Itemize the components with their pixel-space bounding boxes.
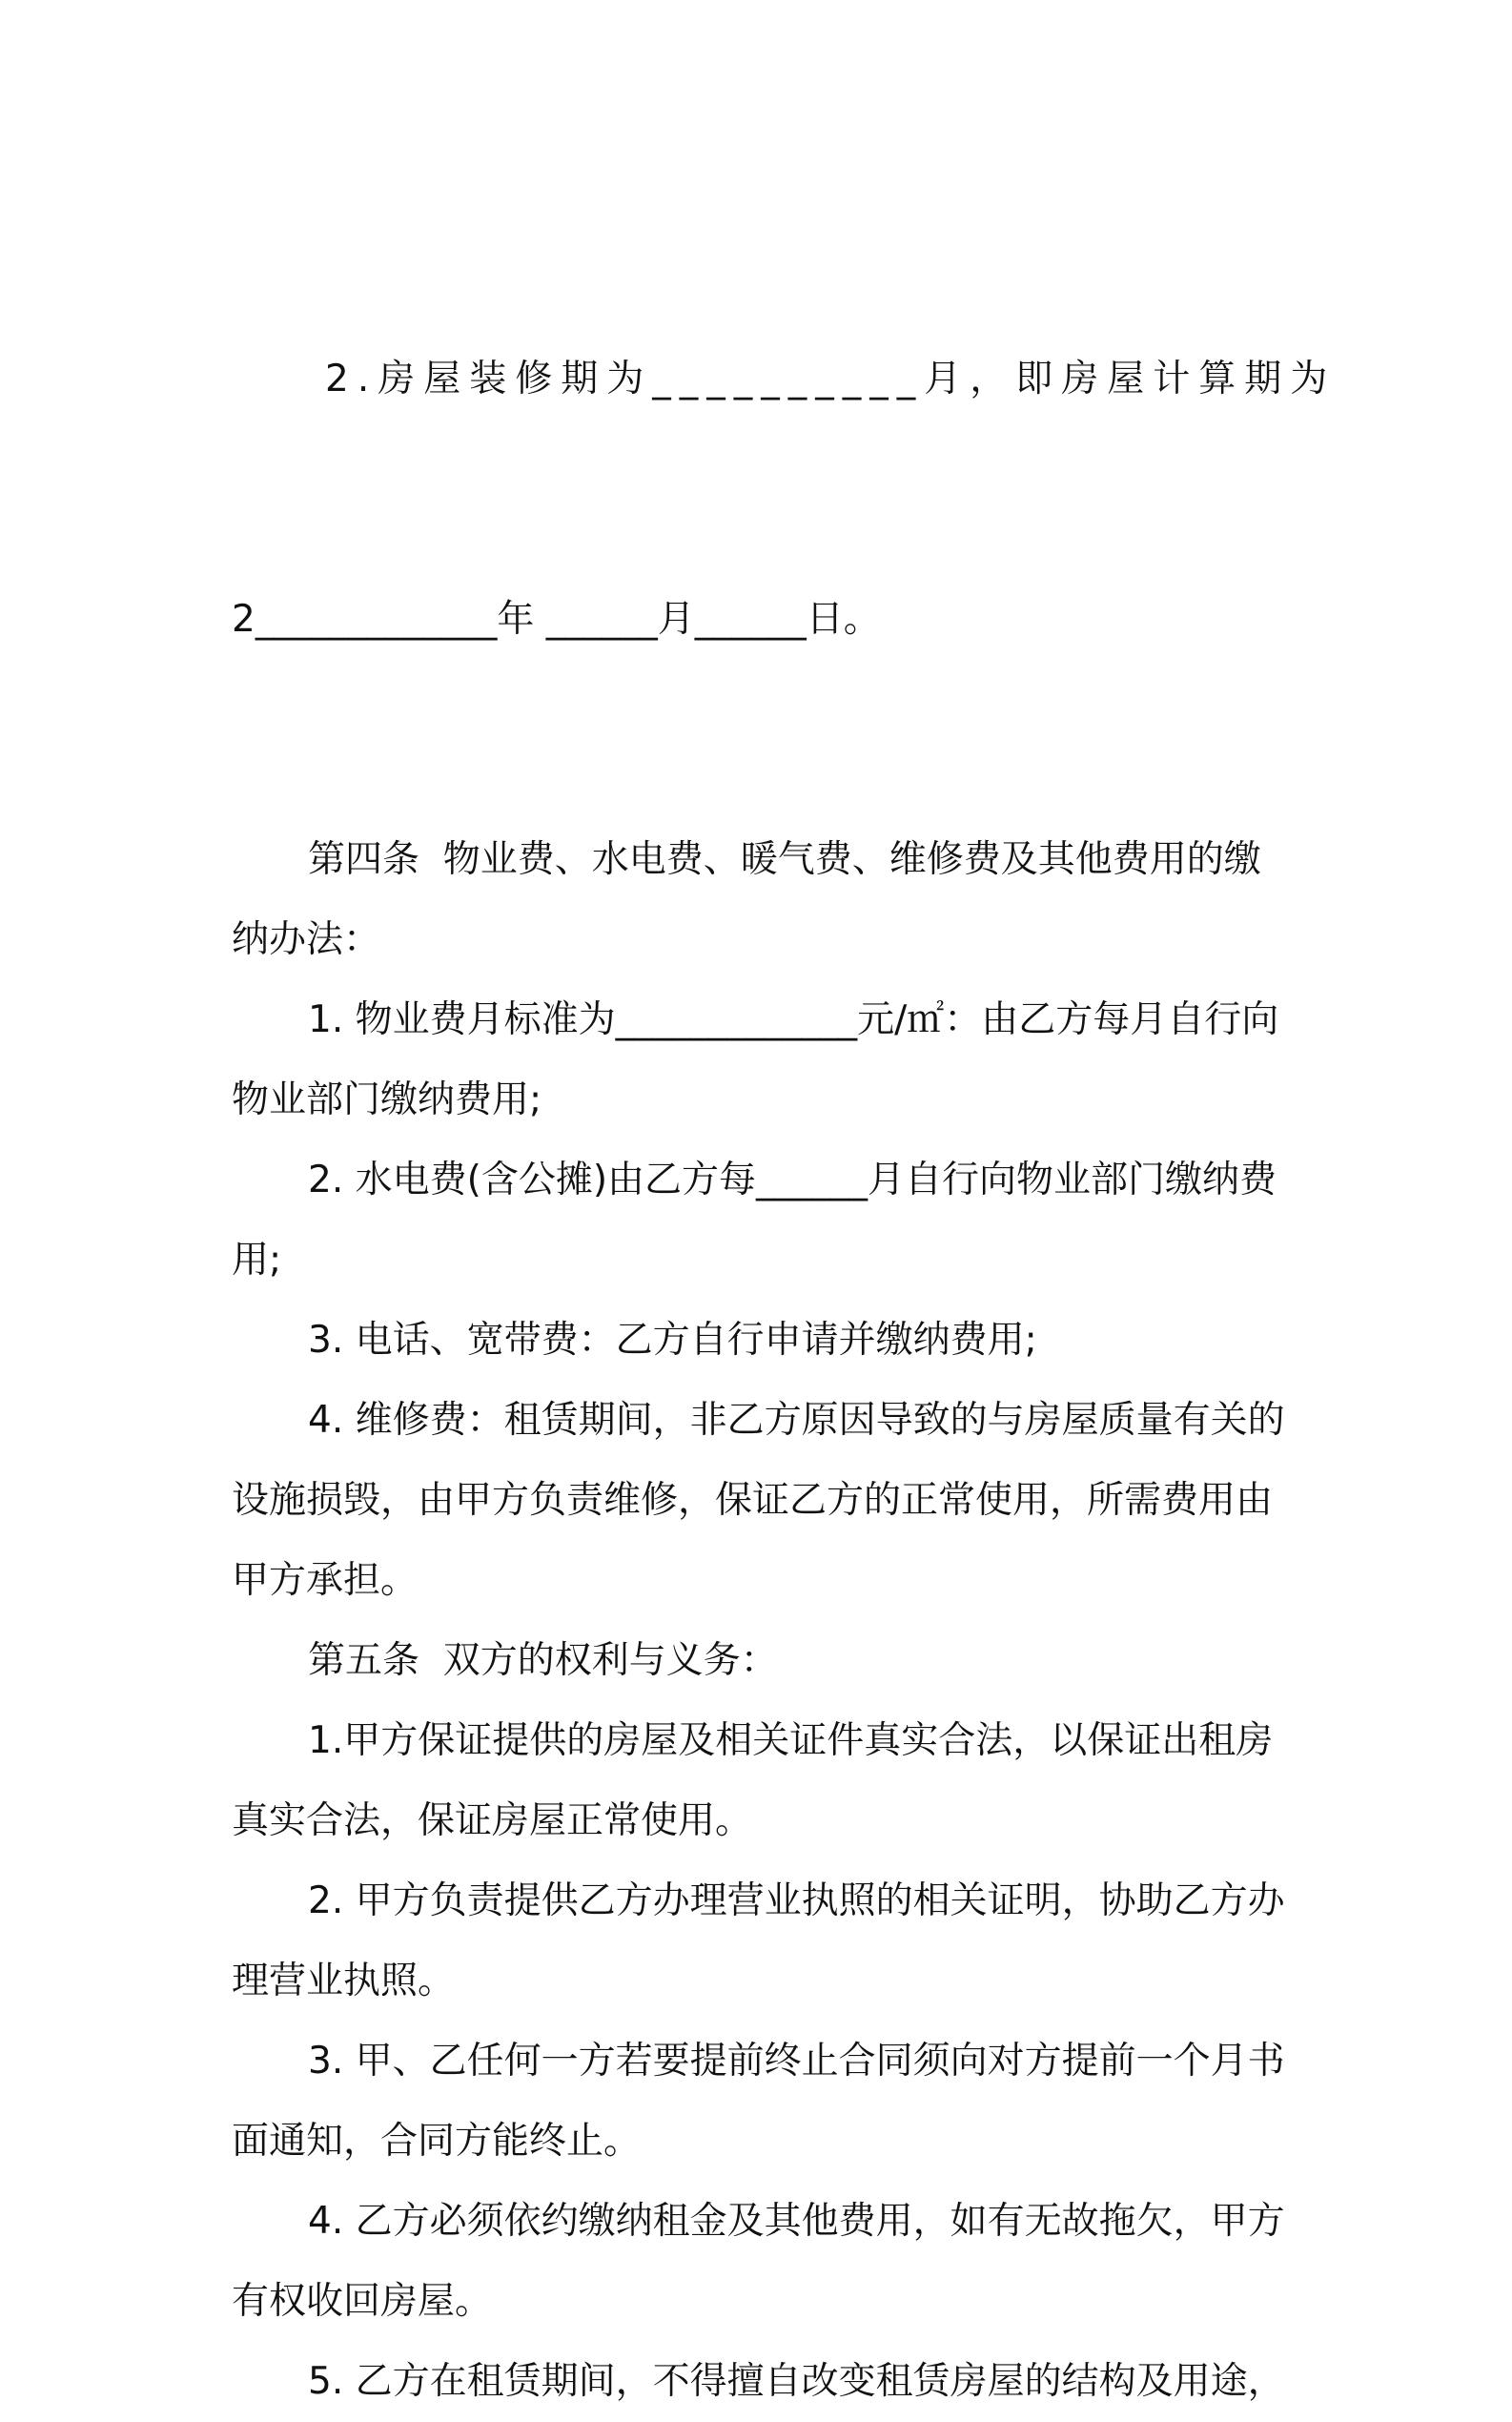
renovation-period-line-2: 2_____________年 ______月______日。 xyxy=(232,598,881,641)
maintenance-fee-clause: 4. 维修费：租赁期间，非乙方原因导致的与房屋质量有关的设施损毁，由甲方负责维修，保证乙方的正常使用，所需费用由甲方承担。 xyxy=(232,1399,1285,1602)
property-fee-clause: 1. 物业费月标准为_____________元/㎡：由乙方每月自行向物业部门缴纳费用; xyxy=(232,998,1279,1121)
business-license-clause: 2. 甲方负责提供乙方办理营业执照的相关证明，协助乙方办理营业执照。 xyxy=(232,1879,1285,2002)
early-termination-clause: 3. 甲、乙任何一方若要提前终止合同须向对方提前一个月书面通知，合同方能终止。 xyxy=(232,2040,1285,2163)
phone-broadband-clause: 3. 电话、宽带费：乙方自行申请并缴纳费用; xyxy=(308,1319,1037,1362)
rent-payment-clause: 4. 乙方必须依约缴纳租金及其他费用，如有无故拖欠，甲方有权收回房屋。 xyxy=(232,2200,1285,2323)
contract-body xyxy=(232,179,1337,2422)
article-5-heading: 第五条 双方的权利与义务： xyxy=(308,1639,778,1682)
renovation-period-paragraph xyxy=(232,179,1337,820)
lessor-guarantee-clause: 1.甲方保证提供的房屋及相关证件真实合法，以保证出租房真实合法，保证房屋正常使用。 xyxy=(232,1719,1274,1842)
renovation-period-line-1: 2.房屋装修期为__________月，即房屋计算期为 xyxy=(325,358,1337,400)
utilities-fee-clause: 2. 水电费(含公摊)由乙方每______月自行向物业部门缴纳费用; xyxy=(232,1159,1277,1282)
article-4-heading: 第四条 物业费、水电费、暖气费、维修费及其他费用的缴纳办法： xyxy=(232,838,1261,961)
structure-usage-clause: 5. 乙方在租赁期间，不得擅自改变租赁房屋的结构及用途， xyxy=(308,2360,1285,2403)
